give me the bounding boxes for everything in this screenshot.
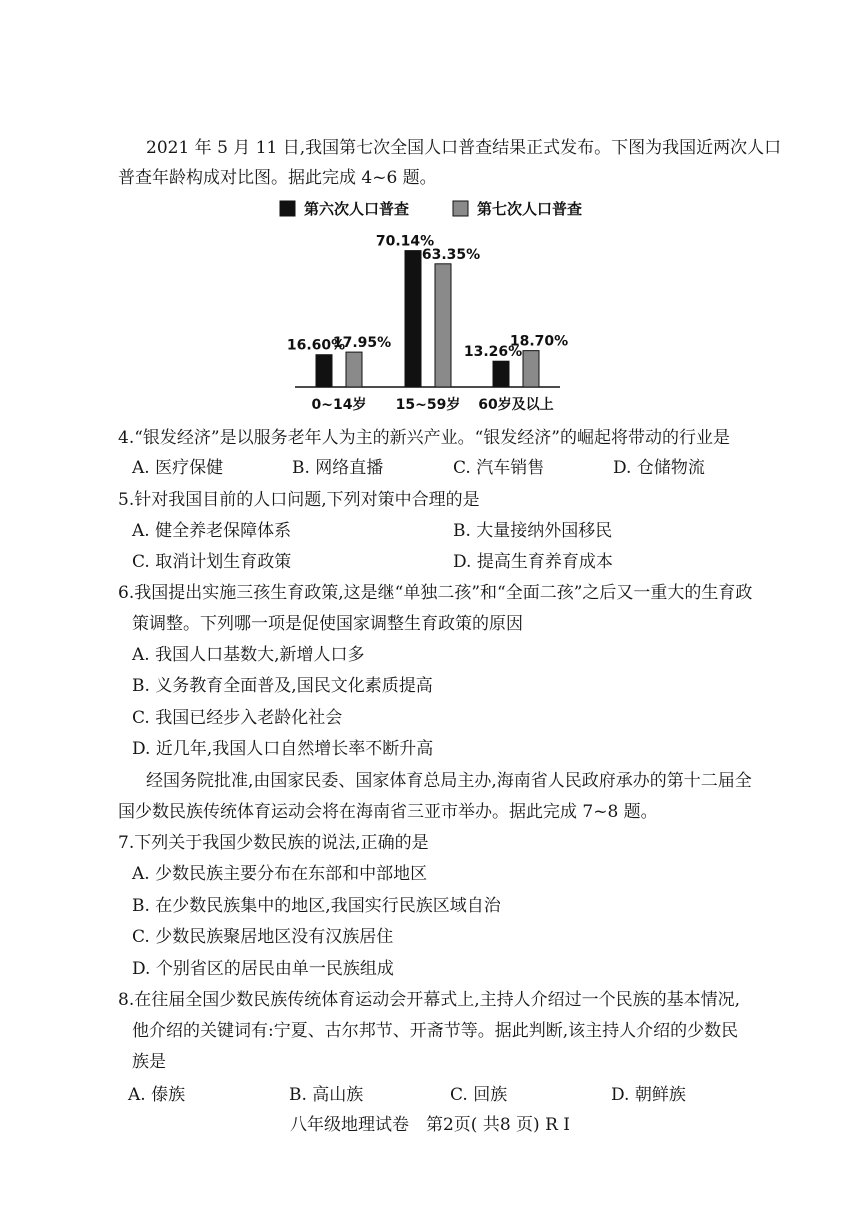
q7-option-b[interactable]: B. 在少数民族集中的地区,我国实行民族区域自治 — [132, 896, 501, 916]
data-label: 63.35% — [421, 246, 481, 263]
q6-option-d[interactable]: D. 近几年,我国人口自然增长率不断升高 — [132, 739, 434, 759]
category-label: 0~14岁 — [311, 397, 367, 413]
q4-option-c[interactable]: C. 汽车销售 — [453, 458, 545, 478]
intro2-line-2: 国少数民族传统体育运动会将在海南省三亚市举办。据此完成 7~8 题。 — [118, 802, 658, 822]
q7-option-a[interactable]: A. 少数民族主要分布在东部和中部地区 — [132, 864, 428, 884]
category-label: 60岁及以上 — [478, 397, 554, 413]
q8-option-a[interactable]: A. 傣族 — [128, 1085, 186, 1105]
q7-option-d[interactable]: D. 个别省区的居民由单一民族组成 — [132, 959, 394, 979]
bar — [346, 352, 362, 387]
data-label: 18.70% — [509, 333, 569, 350]
data-label: 17.95% — [332, 335, 392, 352]
q5-option-b[interactable]: B. 大量接纳外国移民 — [453, 521, 613, 541]
intro-line-2: 普查年龄构成对比图。据此完成 4~6 题。 — [118, 168, 437, 188]
q6-stem-line-2: 策调整。下列哪一项是促使国家调整生育政策的原因 — [132, 614, 523, 634]
q8-stem-line-1: 8.在往届全国少数民族传统体育运动会开幕式上,主持人介绍过一个民族的基本情况, — [118, 990, 741, 1010]
data-label: 13.26% — [463, 344, 523, 361]
q6-stem-line-1: 6.我国提出实施三孩生育政策,这是继“单独二孩”和“全面二孩”之后又一重大的生育政 — [118, 583, 753, 603]
q6-option-b[interactable]: B. 义务教育全面普及,国民文化素质提高 — [132, 676, 433, 696]
page-footer: 八年级地理试卷 第2页( 共8 页) R I — [289, 1115, 571, 1135]
q7-stem-line-1: 7.下列关于我国少数民族的说法,正确的是 — [118, 833, 429, 853]
legend-swatch — [453, 201, 468, 216]
data-label: 70.14% — [375, 233, 435, 250]
bar-chart-svg — [270, 194, 600, 416]
q5-option-c[interactable]: C. 取消计划生育政策 — [132, 552, 292, 572]
q7-option-c[interactable]: C. 少数民族聚居地区没有汉族居住 — [132, 927, 394, 947]
q6-option-a[interactable]: A. 我国人口基数大,新增人口多 — [132, 645, 365, 665]
data-label: 16.60% — [286, 337, 346, 354]
bar — [316, 355, 332, 387]
q8-stem-line-3: 族是 — [132, 1052, 166, 1072]
q5-option-a[interactable]: A. 健全养老保障体系 — [132, 521, 292, 541]
q8-option-d[interactable]: D. 朝鲜族 — [611, 1085, 686, 1105]
legend-swatch — [280, 201, 295, 216]
legend-label: 第七次人口普查 — [477, 200, 583, 218]
q4-option-d[interactable]: D. 仓储物流 — [613, 458, 705, 478]
bar — [405, 251, 421, 387]
intro2-line-1: 经国务院批准,由国家民委、国家体育总局主办,海南省人民政府承办的第十二届全 — [146, 771, 752, 791]
legend-label: 第六次人口普查 — [304, 200, 410, 218]
category-label: 15~59岁 — [395, 397, 461, 413]
q8-stem-line-2: 他介绍的关键词有:宁夏、古尔邦节、开斋节等。据此判断,该主持人介绍的少数民 — [132, 1021, 739, 1041]
q4-stem-line-1: 4.“银发经济”是以服务老年人为主的新兴产业。“银发经济”的崛起将带动的行业是 — [118, 428, 730, 448]
q5-option-d[interactable]: D. 提高生育养育成本 — [453, 552, 613, 572]
q4-option-a[interactable]: A. 医疗保健 — [132, 458, 224, 478]
q5-stem-line-1: 5.针对我国目前的人口问题,下列对策中合理的是 — [118, 490, 480, 510]
bar — [493, 361, 509, 387]
intro-line-1: 2021 年 5 月 11 日,我国第七次全国人口普查结果正式发布。下图为我国近两次人口 — [146, 138, 782, 158]
q8-option-c[interactable]: C. 回族 — [450, 1085, 508, 1105]
q6-option-c[interactable]: C. 我国已经步入老龄化社会 — [132, 708, 343, 728]
bar — [435, 264, 451, 387]
q4-option-b[interactable]: B. 网络直播 — [292, 458, 384, 478]
q8-option-b[interactable]: B. 高山族 — [289, 1085, 364, 1105]
age-structure-chart — [270, 194, 600, 416]
bar — [523, 351, 539, 387]
